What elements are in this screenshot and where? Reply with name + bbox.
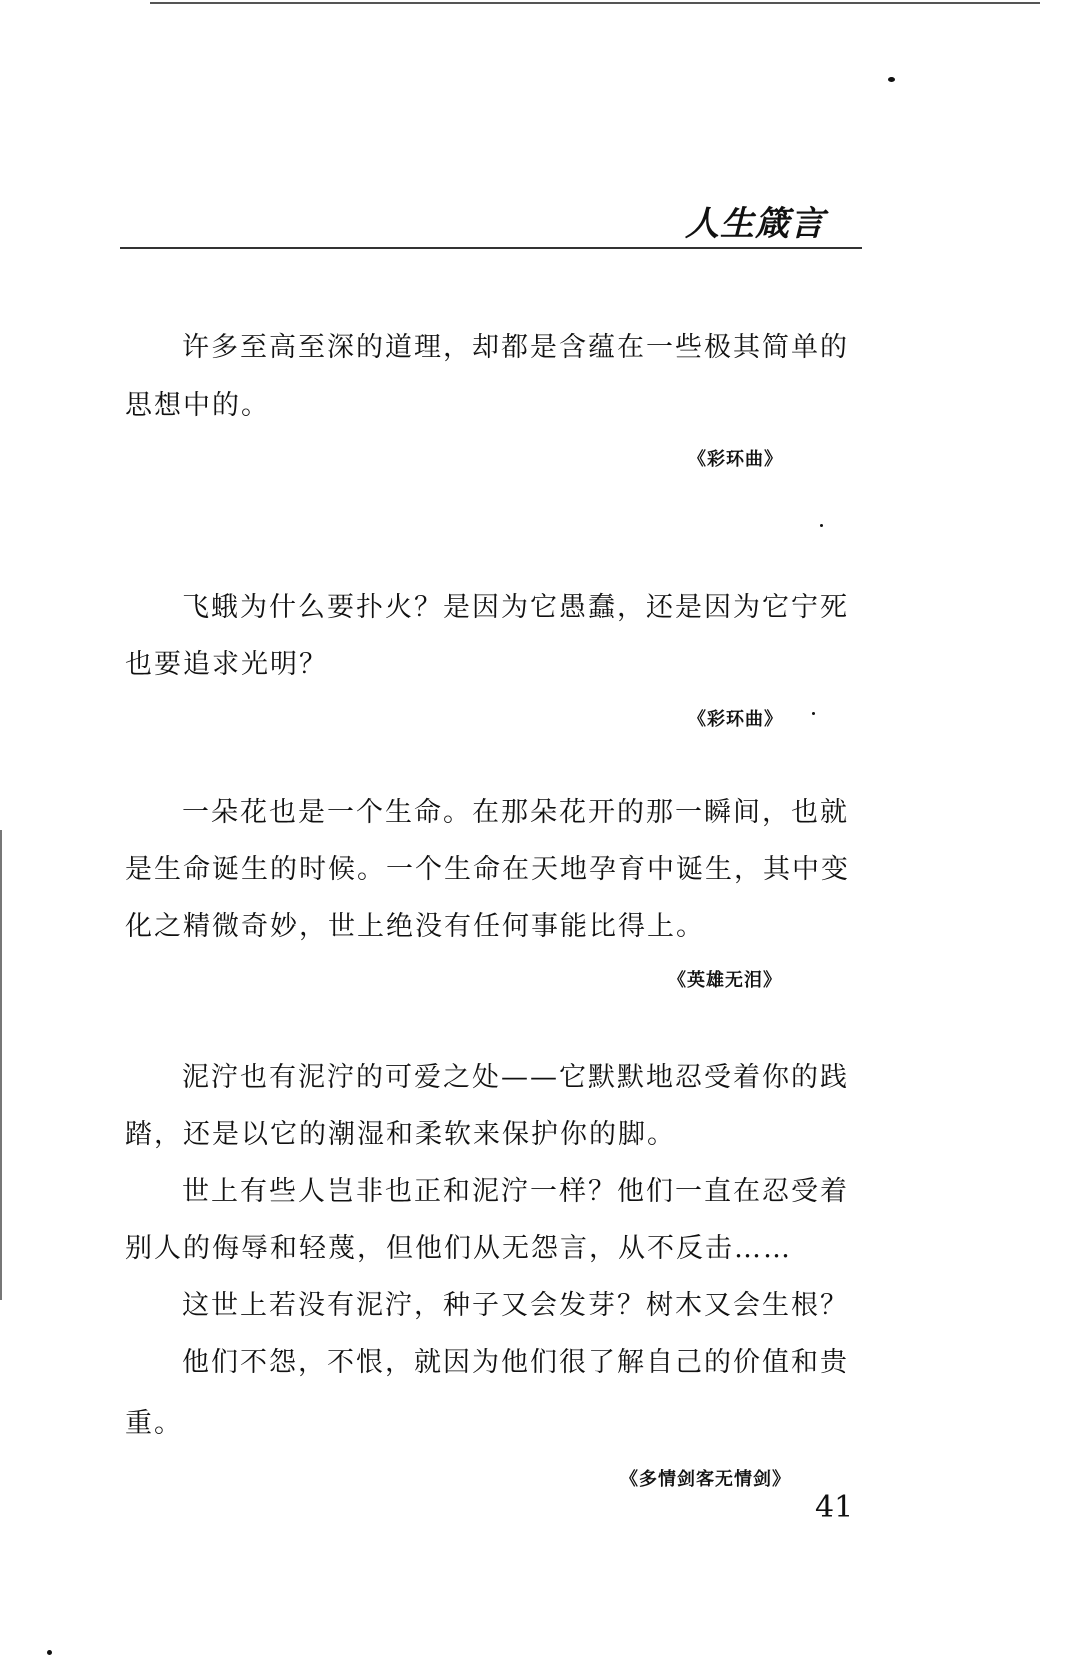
passage-1-line-2: 思想中的。 xyxy=(125,390,270,421)
scan-speck xyxy=(47,1650,52,1655)
passage-4-line-6: 他们不怨，不恨，就因为他们很了解自己的价值和贵 xyxy=(182,1347,849,1378)
passage-4-line-7: 重。 xyxy=(125,1408,183,1439)
passage-2-line-2: 也要追求光明？ xyxy=(125,649,328,680)
passage-4-source: 《多情剑客无情剑》 xyxy=(620,1469,791,1490)
passage-3-source: 《英雄无泪》 xyxy=(668,970,782,991)
passage-2-source: 《彩环曲》 xyxy=(688,709,783,730)
running-header-title: 人生箴言 xyxy=(685,204,825,244)
passage-1-line-1: 许多至高至深的道理，却都是含蕴在一些极其简单的 xyxy=(182,332,849,363)
scan-speck xyxy=(820,524,823,527)
scan-speck xyxy=(888,77,895,82)
passage-3-line-2: 是生命诞生的时候。一个生命在天地孕育中诞生，其中变 xyxy=(125,854,850,885)
passage-4-line-2: 踏，还是以它的潮湿和柔软来保护你的脚。 xyxy=(125,1119,676,1150)
top-rule xyxy=(150,2,1040,4)
passage-1-source: 《彩环曲》 xyxy=(688,449,783,470)
page-number: 41 xyxy=(815,1490,854,1525)
passage-4-line-1: 泥泞也有泥泞的可爱之处——它默默地忍受着你的践 xyxy=(182,1062,849,1093)
passage-4-line-3: 世上有些人岂非也正和泥泞一样？他们一直在忍受着 xyxy=(182,1176,849,1207)
header-rule xyxy=(120,247,862,249)
passage-3-line-1: 一朵花也是一个生命。在那朵花开的那一瞬间，也就 xyxy=(182,797,849,828)
page-edge-line xyxy=(0,830,2,1300)
passage-4-line-5: 这世上若没有泥泞，种子又会发芽？树木又会生根？ xyxy=(182,1290,849,1321)
passage-3-line-3: 化之精微奇妙，世上绝没有任何事能比得上。 xyxy=(125,911,705,942)
scan-speck xyxy=(812,712,815,715)
passage-2-line-1: 飞蛾为什么要扑火？是因为它愚蠢，还是因为它宁死 xyxy=(182,592,849,623)
passage-4-line-4: 别人的侮辱和轻蔑，但他们从无怨言，从不反击…… xyxy=(125,1233,792,1264)
